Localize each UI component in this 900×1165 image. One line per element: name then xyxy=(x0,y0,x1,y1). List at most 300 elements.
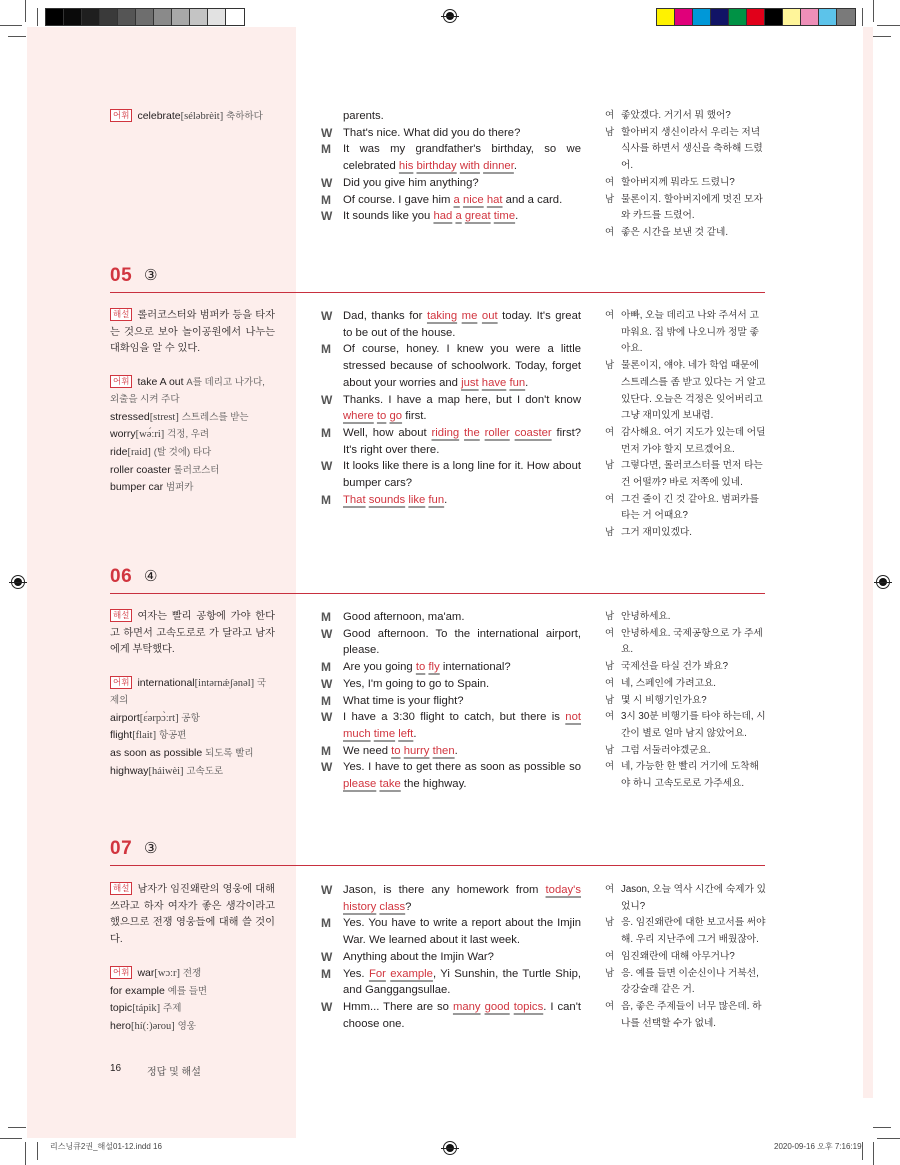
speaker-label: 남 xyxy=(605,917,615,929)
vocab-entry xyxy=(110,426,275,444)
translation-line xyxy=(605,709,767,742)
grayscale-calibration-bar xyxy=(45,8,245,26)
vocab-meaning: 축하하다 xyxy=(226,111,263,122)
speaker-label: M xyxy=(321,743,331,758)
blank-answer: to xyxy=(376,410,387,423)
color-swatch xyxy=(208,9,226,25)
speaker-label: 남 xyxy=(605,460,615,472)
color-swatch xyxy=(747,9,765,25)
speaker-label: W xyxy=(321,710,333,725)
vocab-word: highway xyxy=(110,764,149,777)
dialogue-line xyxy=(321,966,581,999)
dialogue-line xyxy=(321,341,581,391)
blank-answer: roller xyxy=(484,426,510,439)
blank-answer: go xyxy=(389,410,403,423)
vocab-word: for example xyxy=(110,984,165,997)
vocab-meaning: 주제 xyxy=(163,1003,182,1015)
blank-answer: the xyxy=(464,426,480,439)
translation-line xyxy=(605,358,767,425)
speaker-label: 여 xyxy=(605,426,615,438)
color-swatch xyxy=(136,9,154,25)
explanation-body: 롤러코스터와 범퍼카 등을 타자는 것으로 보아 놀이공원에서 나누는 대화임을 알 수 있다. xyxy=(110,310,275,355)
crop-mark xyxy=(862,8,863,26)
dialogue-line xyxy=(321,676,581,693)
dialogue-line xyxy=(321,693,581,710)
vocab-word: airport xyxy=(110,711,140,724)
color-calibration-bar xyxy=(656,8,856,26)
speaker-label: 여 xyxy=(605,493,615,505)
vocab-pronunciation: [hí(ː)ərou] xyxy=(131,1020,175,1032)
dialogue-text: Are you going to fly international? xyxy=(343,661,511,674)
translation-text: 좋았겠다. 거기서 뭐 했어? xyxy=(621,110,731,121)
color-swatch xyxy=(190,9,208,25)
vocab-pronunciation: [tápik] xyxy=(132,1003,161,1015)
speaker-label: M xyxy=(321,142,331,157)
dialogue-line xyxy=(321,108,581,125)
speaker-label: 남 xyxy=(605,744,615,756)
speaker-label: 여 xyxy=(605,950,615,962)
right-margin-strip xyxy=(863,27,873,1098)
speaker-label: 여 xyxy=(605,711,615,723)
dialogue-text: It sounds like you had a great time. xyxy=(343,210,519,223)
vocab-entry xyxy=(110,983,275,1001)
color-swatch xyxy=(118,9,136,25)
vocab-entry xyxy=(110,108,275,126)
question-header-06 xyxy=(110,564,765,594)
vocab-meaning: 되도록 빨리 xyxy=(205,747,254,759)
translation-text: 응. 임진왜란에 대한 보고서를 써야 해. 우리 지난주에 그거 배웠잖아. xyxy=(621,917,766,946)
vocab-tag: 어휘 xyxy=(110,109,132,122)
translation-line xyxy=(605,458,767,491)
blank-answer: hat xyxy=(486,193,503,206)
blank-answer: a xyxy=(455,210,462,223)
speaker-label: W xyxy=(321,392,333,407)
dialogue-text: Yes. I have to get there as soon as possible so please take the highway. xyxy=(343,761,581,791)
dialogue-text: Jason, is there any homework from today's history class? xyxy=(343,884,581,913)
blank-answer: to xyxy=(415,661,426,674)
dialogue-text: Well, how about riding the roller coaster first? It's right over there. xyxy=(343,426,582,456)
speaker-label: W xyxy=(321,309,333,323)
translation-line xyxy=(605,492,767,525)
dialogue-line xyxy=(321,659,581,676)
dialogue-text: It was my grandfather's birthday, so we celebrated his birthday with dinner. xyxy=(343,143,581,173)
translation-text: 물론이지, 얘야. 네가 학업 때문에 스트레스를 좀 받고 있다는 거 알고 있단다. 오늘은 걱정은 잊어버리고 그냥 재미있게 보내렴. xyxy=(621,360,766,422)
question-header-05 xyxy=(110,263,765,293)
vocab-pronunciation: [flait] xyxy=(132,730,157,742)
blank-answer: taking xyxy=(426,310,458,322)
speaker-label: M xyxy=(321,966,331,981)
color-swatch xyxy=(729,9,747,25)
vocab-word: war xyxy=(137,966,155,979)
dialogue-text: Anything about the Imjin War? xyxy=(343,950,494,963)
crop-mark xyxy=(877,25,900,26)
crop-mark xyxy=(37,8,38,26)
vocab-pronunciation: [wə́ːri] xyxy=(135,429,165,441)
top-dialogue xyxy=(321,108,581,225)
vocab-entry xyxy=(110,710,275,728)
vocab-meaning: 국제의 xyxy=(110,678,267,706)
speaker-label: 여 xyxy=(605,226,615,238)
crop-mark xyxy=(0,25,22,26)
blank-answer: great xyxy=(464,210,491,223)
blank-answer: nice xyxy=(462,193,484,206)
translation-text: 3시 30분 비행기를 타야 하는데, 시간이 별로 얼마 남지 않았어요. xyxy=(621,711,766,739)
blank-answer: his xyxy=(398,160,414,173)
dialogue-text: It looks like there is a long line for it. How about bumper cars? xyxy=(343,460,581,490)
blank-answer: many xyxy=(452,1000,481,1013)
translation-text: 물론이지. 할아버지에게 멋진 모자와 카드를 드렸어. xyxy=(621,193,763,222)
translation-line xyxy=(605,609,767,626)
color-swatch xyxy=(82,9,100,25)
translation-line xyxy=(605,308,767,358)
dialogue-line xyxy=(321,949,581,966)
blank-answer: to xyxy=(391,744,401,757)
vocab-meaning: A를 데리고 나가다, 외출을 시켜 주다 xyxy=(110,377,265,405)
translation-line xyxy=(605,882,767,915)
vocab-pronunciation: [ɛ́ərpɔ̀ːrt] xyxy=(139,712,179,724)
color-swatch xyxy=(64,9,82,25)
vocab-word: worry xyxy=(110,428,136,441)
dialogue-line xyxy=(321,626,581,659)
vocab-meaning: 범퍼카 xyxy=(165,482,194,494)
blank-answer: me xyxy=(461,310,478,322)
crop-mark xyxy=(25,1142,26,1165)
translation-line xyxy=(605,999,767,1032)
speaker-label: M xyxy=(321,342,331,357)
translation-text: 그렇다면, 롤러코스터를 먼저 타는 건 어떨까? 바로 저쪽에 있네. xyxy=(621,460,763,489)
blank-answer: take xyxy=(379,778,401,791)
translation-line xyxy=(605,626,767,659)
vocab-meaning: 스트레스를 받는 xyxy=(181,411,249,423)
translation-line xyxy=(605,525,767,542)
speaker-label: M xyxy=(321,425,331,440)
color-swatch xyxy=(693,9,711,25)
speaker-label: W xyxy=(321,209,333,224)
explanation-tag: 해설 xyxy=(110,882,132,895)
dialogue-line xyxy=(321,743,581,760)
question-number: 06 xyxy=(110,566,133,587)
dialogue-text: Of course. I gave him a nice hat and a card. xyxy=(343,193,563,206)
blank-answer: fun xyxy=(509,376,526,389)
vocab-meaning: 영웅 xyxy=(177,1020,196,1032)
translation-line xyxy=(605,192,767,225)
dialogue-line xyxy=(321,759,581,792)
vocab-word: topic xyxy=(110,1002,133,1015)
speaker-label: 남 xyxy=(605,661,615,673)
translation-text: 네, 가능한 한 빨리 거기에 도착해야 하니 고속도로로 가주세요. xyxy=(621,761,759,790)
speaker-label: W xyxy=(321,125,333,140)
vocab-pronunciation: [séləbrèit] xyxy=(180,111,224,122)
blank-answer: example xyxy=(390,967,433,980)
vocab-word: as soon as possible xyxy=(110,746,203,759)
blank-answer: fly xyxy=(428,661,440,674)
vocab-pronunciation: [raid] xyxy=(127,446,151,458)
blank-answer: birthday xyxy=(416,160,457,173)
blank-answer: time xyxy=(373,727,396,740)
translation-text: 좋은 시간을 보낸 것 같네. xyxy=(621,226,729,238)
color-swatch xyxy=(100,9,118,25)
color-swatch xyxy=(801,9,819,25)
vocab-entry xyxy=(110,444,275,462)
translation-line xyxy=(605,743,767,760)
translation-text: 할아버지께 뭐라도 드렸니? xyxy=(621,176,735,188)
dialogue-line xyxy=(321,125,581,142)
translation-text: 음, 좋은 주제들이 너무 많은데. 하나를 선택할 수가 없네. xyxy=(621,1000,762,1029)
speaker-label xyxy=(321,108,343,125)
blank-answer: out xyxy=(481,310,498,322)
spacer xyxy=(110,358,275,374)
dialogue-line xyxy=(321,208,581,225)
color-swatch xyxy=(657,9,675,25)
question-number: 07 xyxy=(110,838,133,859)
vocab-tag: 어휘 xyxy=(110,375,132,388)
vocab-entry xyxy=(110,479,275,497)
speaker-label: 여 xyxy=(605,761,615,773)
blank-answer: history xyxy=(343,900,377,913)
translation-line xyxy=(605,676,767,693)
crop-mark xyxy=(877,1138,900,1139)
speaker-label: W xyxy=(321,883,333,897)
color-swatch xyxy=(765,9,783,25)
blank-answer: a xyxy=(453,193,460,206)
vocab-word: celebrate xyxy=(137,110,181,122)
speaker-label: 남 xyxy=(605,360,615,372)
translation-line xyxy=(605,966,767,999)
crop-mark xyxy=(862,1142,863,1160)
explanation-body: 여자는 빨리 공항에 가야 한다고 하면서 고속도로로 가 달라고 남자에게 부탁했다. xyxy=(110,611,275,656)
speaker-label: 여 xyxy=(605,627,615,639)
speaker-label: W xyxy=(321,949,333,964)
vocab-meaning: 걱정, 우려 xyxy=(167,429,210,441)
crop-mark xyxy=(8,36,26,37)
translation-text: Jason, 오늘 역사 시간에 숙제가 있었니? xyxy=(621,884,766,912)
slug-timestamp: 2020-09-16 오후 7:16:19 xyxy=(774,1142,862,1151)
dialogue-line xyxy=(321,175,581,192)
dialogue-line xyxy=(321,192,581,209)
vocab-word: international xyxy=(137,677,195,690)
vocab-entry xyxy=(110,763,275,781)
translation-line xyxy=(605,125,767,175)
dialogue-line xyxy=(321,425,581,458)
dialogue-line xyxy=(321,141,581,174)
dialogue-line xyxy=(321,458,581,491)
speaker-label: 남 xyxy=(605,527,615,539)
speaker-label: M xyxy=(321,660,331,675)
dialogue-text: Yes. You have to write a report about the Imjin War. We learned about it last week. xyxy=(343,917,581,947)
vocab-entry xyxy=(110,409,275,427)
registration-mark-icon xyxy=(443,9,457,23)
translation-05 xyxy=(605,308,767,542)
spacer xyxy=(110,659,275,675)
speaker-label: 남 xyxy=(605,967,615,979)
speaker-label: 여 xyxy=(605,176,615,188)
dialogue-text: That sounds like fun. xyxy=(343,493,448,506)
page-number: 16 xyxy=(110,1063,122,1074)
translation-line xyxy=(605,659,767,676)
explanation-body: 남자가 임진왜란의 영웅에 대해 쓰라고 하자 여자가 좋은 생각이라고 했으므로 전쟁 영웅들에 대해 쓸 것이다. xyxy=(110,884,275,946)
speaker-label: 여 xyxy=(605,1000,615,1012)
registration-mark-icon xyxy=(443,1141,457,1155)
dialogue-05 xyxy=(321,308,581,508)
vocab-word: flight xyxy=(110,729,133,742)
color-swatch xyxy=(783,9,801,25)
blank-answer: with xyxy=(459,160,480,173)
dialogue-text: Thanks. I have a map here, but I don't know where to go first. xyxy=(343,393,581,423)
dialogue-text: Good afternoon. To the international airport, please. xyxy=(343,627,581,657)
vocab-entry xyxy=(110,745,275,763)
vocab-entry xyxy=(110,965,275,983)
explanation-panel-07 xyxy=(110,882,275,1036)
vocab-tag: 어휘 xyxy=(110,676,132,689)
answer-choice: ③ xyxy=(144,840,158,857)
explanation-tag: 해설 xyxy=(110,308,132,321)
dialogue-text: I have a 3:30 flight to catch, but there is not much time left. xyxy=(343,711,581,740)
dialogue-line xyxy=(321,882,581,915)
speaker-label: M xyxy=(321,610,331,624)
vocab-meaning: (탈 것에) 타다 xyxy=(153,446,212,458)
speaker-label: 남 xyxy=(605,193,615,205)
dialogue-06 xyxy=(321,609,581,793)
vocab-word: ride xyxy=(110,445,128,458)
crop-mark xyxy=(25,0,26,22)
speaker-label: M xyxy=(321,192,331,207)
translation-line xyxy=(605,425,767,458)
translation-06 xyxy=(605,609,767,793)
translation-line xyxy=(605,759,767,792)
blank-answer: have xyxy=(481,376,507,389)
vocab-entry xyxy=(110,727,275,745)
vocab-word: hero xyxy=(110,1019,132,1032)
translation-line xyxy=(605,225,767,242)
blank-answer: just xyxy=(461,376,479,389)
blank-answer: fun xyxy=(428,493,445,506)
color-swatch xyxy=(837,9,855,25)
vocab-pronunciation: [háiwèi] xyxy=(148,765,184,777)
translation-07 xyxy=(605,882,767,1032)
crop-mark xyxy=(873,36,891,37)
speaker-label: M xyxy=(321,916,331,931)
blank-answer: today's xyxy=(545,884,581,896)
dialogue-text: Dad, thanks for taking me out today. It's great to be out of the house. xyxy=(343,310,582,339)
color-swatch xyxy=(172,9,190,25)
translation-text: 감사해요. 여기 지도가 있는데 어딜 먼저 가야 할지 모르겠어요. xyxy=(621,426,766,455)
top-vocab xyxy=(110,108,275,126)
answer-choice: ③ xyxy=(144,267,158,284)
translation-text: 임진왜란에 대해 아무거나? xyxy=(621,950,735,962)
vocab-word: stressed xyxy=(110,410,150,423)
translation-line xyxy=(605,693,767,710)
speaker-label: 여 xyxy=(605,884,615,895)
speaker-label: W xyxy=(321,626,333,641)
top-translation xyxy=(605,108,767,242)
dialogue-text: Of course, honey. I knew you were a little stressed because of schoolwork. Today, forget about your worries and just have fun. xyxy=(343,343,581,389)
blank-answer: For xyxy=(368,967,386,980)
dialogue-line xyxy=(321,492,581,509)
vocab-word: bumper car xyxy=(110,481,164,494)
color-swatch xyxy=(154,9,172,25)
speaker-label: M xyxy=(321,693,331,708)
running-footer-title: 정답 및 해설 xyxy=(147,1067,201,1078)
dialogue-text: Hmm... There are so many good topics. I can't choose one. xyxy=(343,1000,581,1030)
translation-text: 네, 스페인에 가려고요. xyxy=(621,677,716,689)
translation-text: 안녕하세요. 국제공항으로 가 주세요. xyxy=(621,627,763,656)
explanation-tag: 해설 xyxy=(110,609,132,622)
vocab-meaning: 전쟁 xyxy=(182,967,202,979)
explanation-text xyxy=(110,308,275,358)
crop-mark xyxy=(8,1127,26,1128)
speaker-label: 여 xyxy=(605,310,615,321)
translation-text: 그럼 서둘러야겠군요. xyxy=(621,744,711,756)
dialogue-line xyxy=(321,308,581,341)
vocab-pronunciation: [wɔːr] xyxy=(154,967,181,979)
registration-mark-icon xyxy=(11,575,25,589)
blank-answer: where xyxy=(343,410,374,423)
explanation-text xyxy=(110,882,275,949)
color-swatch xyxy=(711,9,729,25)
vocab-entry xyxy=(110,462,275,480)
answer-choice: ④ xyxy=(144,568,158,585)
blank-answer: not xyxy=(565,711,581,724)
translation-text: 그거 재미있겠다. xyxy=(621,527,692,539)
vocab-tag: 어휘 xyxy=(110,966,132,979)
translation-text: 응. 예를 들면 이순신이나 거북선, 강강술래 같은 거. xyxy=(621,967,759,996)
blank-answer: time xyxy=(493,210,516,223)
translation-text: 할아버지 생신이라서 우리는 저녁 식사를 하면서 생신을 축하해 드렸어. xyxy=(621,126,763,172)
crop-mark xyxy=(873,1127,891,1128)
color-swatch xyxy=(46,9,64,25)
blank-answer: had xyxy=(433,210,453,223)
dialogue-text: What time is your flight? xyxy=(343,694,464,707)
speaker-label: W xyxy=(321,459,333,474)
dialogue-line xyxy=(321,999,581,1032)
crop-mark xyxy=(0,1138,22,1139)
crop-mark xyxy=(37,1142,38,1160)
speaker-label: 여 xyxy=(605,110,615,121)
blank-answer: hurry xyxy=(403,744,430,757)
dialogue-text: Yes, I'm going to go to Spain. xyxy=(343,677,490,690)
color-swatch xyxy=(226,9,244,25)
crop-mark xyxy=(873,0,874,22)
blank-answer: left xyxy=(398,727,414,740)
speaker-label: 남 xyxy=(605,611,615,622)
dialogue-07 xyxy=(321,882,581,1032)
color-swatch xyxy=(819,9,837,25)
speaker-label: M xyxy=(321,492,331,507)
translation-text: 국제선을 타실 건가 봐요? xyxy=(621,661,729,673)
blank-answer: like xyxy=(408,493,426,506)
question-header-07 xyxy=(110,836,765,866)
registration-mark-icon xyxy=(876,575,890,589)
vocab-entry xyxy=(110,1018,275,1036)
translation-text: 몇 시 비행기인가요? xyxy=(621,694,707,706)
speaker-label: W xyxy=(321,676,333,691)
dialogue-text: parents. xyxy=(343,110,384,122)
question-number: 05 xyxy=(110,265,133,286)
blank-answer: riding xyxy=(431,426,460,439)
vocab-meaning: 항공편 xyxy=(158,730,187,742)
vocab-word: take A out xyxy=(137,376,184,389)
explanation-panel-05 xyxy=(110,308,275,497)
dialogue-line xyxy=(321,915,581,948)
blank-answer: class xyxy=(379,900,406,913)
dialogue-text: Did you give him anything? xyxy=(343,176,479,189)
translation-line xyxy=(605,108,767,125)
color-swatch xyxy=(675,9,693,25)
speaker-label: 남 xyxy=(605,694,615,706)
blank-answer: coaster xyxy=(514,426,552,439)
dialogue-text: Yes. For example, Yi Sunshin, the Turtle Ship, and Ganggangsullae. xyxy=(343,967,581,997)
dialogue-line xyxy=(321,609,581,626)
